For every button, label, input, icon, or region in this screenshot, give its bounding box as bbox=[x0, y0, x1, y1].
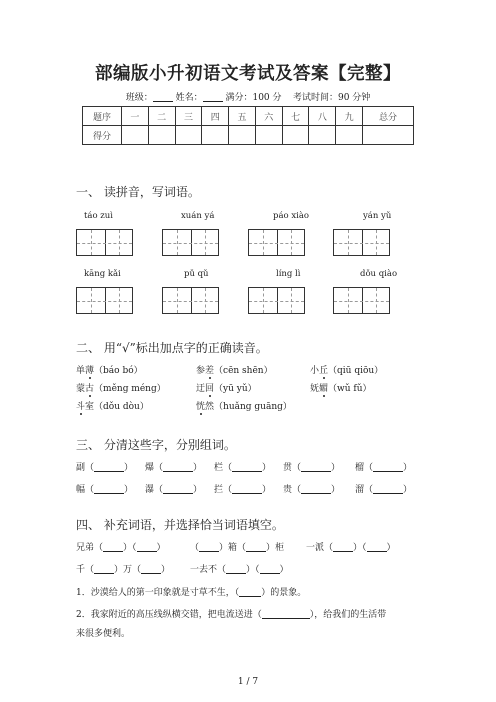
score-row bbox=[83, 126, 414, 145]
pinyin: kāng kǎi bbox=[84, 269, 121, 279]
header-cell: 三 bbox=[175, 107, 202, 126]
word-group-item[interactable]: 幅（ ） bbox=[76, 485, 134, 495]
header-cell: 九 bbox=[336, 107, 363, 126]
idiom-fill-item[interactable]: 兄弟（ ）（ ） bbox=[76, 543, 166, 553]
word-group-item[interactable]: 榴（ ） bbox=[355, 463, 413, 473]
word-group-item[interactable]: 贯（ ） bbox=[283, 463, 341, 473]
pinyin: táo zuì bbox=[84, 211, 113, 221]
idiom-fill-item[interactable]: （ ）箱（ ）柜 bbox=[190, 543, 285, 553]
header-cell: 一 bbox=[122, 107, 149, 126]
score-cell[interactable] bbox=[282, 126, 309, 145]
idiom-fill-item[interactable]: 千（ ）万（ ） bbox=[76, 565, 171, 575]
writing-grid[interactable] bbox=[333, 287, 390, 314]
idiom-fill-item[interactable]: 一去不（ ）（ ） bbox=[190, 565, 289, 575]
section-2-title: 二、 用“√”标出加点字的正确读音。 bbox=[76, 341, 268, 355]
score-table bbox=[82, 106, 414, 145]
writing-grid[interactable] bbox=[162, 287, 219, 314]
header-cell: 二 bbox=[148, 107, 175, 126]
writing-grid[interactable] bbox=[76, 287, 133, 314]
score-cell[interactable] bbox=[175, 126, 202, 145]
score-header-row bbox=[83, 107, 414, 126]
question-1[interactable]: 1．沙漠给人的第一印象就是寸草不生，（ ）的景象。 bbox=[76, 588, 307, 598]
reading-item[interactable]: 迂回（yū yǔ） bbox=[196, 384, 257, 394]
header-cell: 总分 bbox=[363, 107, 414, 126]
word-group-item[interactable]: 拦（ ） bbox=[214, 485, 272, 495]
exam-time: 考试时间：90 分钟 bbox=[292, 93, 371, 103]
name-label: 姓名： bbox=[175, 93, 203, 103]
writing-grid[interactable] bbox=[248, 287, 305, 314]
reading-item[interactable]: 单薄（báo bó） bbox=[76, 366, 143, 376]
page-title: 部编版小升初语文考试及答案【完整】 bbox=[95, 64, 401, 84]
question-2-continuation: 来很多便利。 bbox=[76, 629, 131, 639]
word-group-item[interactable]: 瀑（ ） bbox=[145, 485, 203, 495]
writing-grid[interactable] bbox=[76, 229, 133, 256]
question-2[interactable]: 2．我家附近的高压线纵横交错，把电流送进（ ），给我们的生活带 bbox=[76, 610, 387, 620]
class-blank[interactable] bbox=[153, 92, 173, 102]
word-group-item[interactable]: 溜（ ） bbox=[355, 485, 413, 495]
word-group-item[interactable]: 贵（ ） bbox=[283, 485, 341, 495]
score-cell[interactable] bbox=[336, 126, 363, 145]
class-label: 班级： bbox=[125, 93, 153, 103]
reading-item[interactable]: 蒙古（měng méng） bbox=[76, 384, 166, 394]
header-cell: 八 bbox=[309, 107, 336, 126]
name-blank[interactable] bbox=[203, 92, 223, 102]
pinyin: líng lì bbox=[276, 269, 301, 279]
header-cell: 五 bbox=[229, 107, 256, 126]
word-group-item[interactable]: 栏（ ） bbox=[214, 463, 272, 473]
pinyin: xuán yá bbox=[181, 211, 215, 221]
score-cell[interactable] bbox=[363, 126, 414, 145]
writing-grid[interactable] bbox=[248, 229, 305, 256]
pinyin: dǒu qiào bbox=[360, 269, 398, 279]
header-cell: 七 bbox=[282, 107, 309, 126]
word-group-item[interactable]: 爆（ ） bbox=[145, 463, 203, 473]
word-group-item[interactable]: 副（ ） bbox=[76, 463, 134, 473]
pinyin: pǔ qǔ bbox=[184, 269, 209, 279]
exam-info bbox=[0, 90, 496, 103]
reading-item[interactable]: 恍然（huǎng guāng） bbox=[196, 402, 292, 412]
header-cell: 题序 bbox=[83, 107, 122, 126]
score-cell[interactable] bbox=[255, 126, 282, 145]
full-score: 满分：100 分 bbox=[225, 93, 282, 103]
score-cell[interactable] bbox=[202, 126, 229, 145]
reading-item[interactable]: 妩媚（wǔ fǔ） bbox=[310, 384, 372, 394]
score-cell[interactable] bbox=[229, 126, 256, 145]
page-number: 1 / 7 bbox=[237, 677, 259, 687]
pinyin: yán yǔ bbox=[363, 211, 392, 221]
score-row-label: 得分 bbox=[83, 126, 122, 145]
section-1-title: 一、 读拼音，写词语。 bbox=[76, 185, 200, 199]
idiom-fill-item[interactable]: 一派（ ）（ ） bbox=[306, 543, 396, 553]
header-cell: 四 bbox=[202, 107, 229, 126]
reading-item[interactable]: 参差（cēn shēn） bbox=[196, 366, 273, 376]
pinyin: páo xiào bbox=[273, 211, 310, 221]
score-cell[interactable] bbox=[148, 126, 175, 145]
header-cell: 六 bbox=[255, 107, 282, 126]
score-cell[interactable] bbox=[309, 126, 336, 145]
reading-item[interactable]: 小丘（qiū qiōu） bbox=[310, 366, 384, 376]
writing-grid[interactable] bbox=[333, 229, 390, 256]
score-cell[interactable] bbox=[122, 126, 149, 145]
reading-item[interactable]: 斗室（dǒu dòu） bbox=[76, 402, 149, 412]
writing-grid[interactable] bbox=[162, 229, 219, 256]
section-4-title: 四、 补充词语，并选择恰当词语填空。 bbox=[76, 518, 284, 532]
section-3-title: 三、 分清这些字，分别组词。 bbox=[76, 438, 236, 452]
